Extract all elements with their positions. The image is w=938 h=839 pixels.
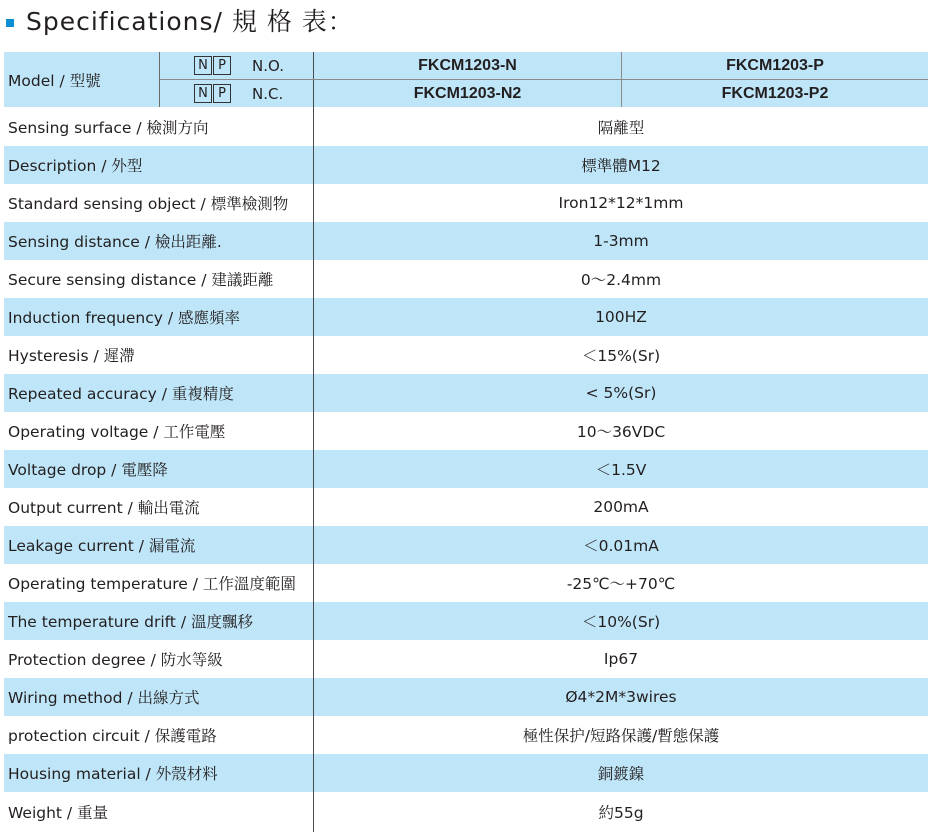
table-row bbox=[4, 107, 928, 146]
row-value: 10～36VDC bbox=[576, 423, 666, 441]
row-label: The temperature drift / 溫度飄移 bbox=[4, 602, 314, 640]
np-p-box: P bbox=[213, 84, 231, 103]
table-row bbox=[4, 336, 928, 374]
table-row bbox=[4, 716, 928, 754]
np-n-box: N bbox=[194, 84, 212, 103]
row-label: Voltage drop / 電壓降 bbox=[4, 450, 314, 488]
table-row bbox=[4, 564, 928, 602]
np-box bbox=[194, 56, 232, 75]
spec-table bbox=[4, 52, 928, 834]
model-label: Model / 型號 bbox=[4, 52, 160, 107]
table-row bbox=[4, 260, 928, 298]
table-row bbox=[4, 298, 928, 336]
row-label: protection circuit / 保護電路 bbox=[4, 716, 314, 754]
part-nc-n: FKCM1203-N2 bbox=[413, 84, 522, 102]
table-row bbox=[4, 488, 928, 526]
table-row bbox=[4, 792, 928, 832]
row-label: Leakage current / 漏電流 bbox=[4, 526, 314, 564]
row-value: ＜15%(Sr) bbox=[581, 347, 661, 365]
row-value: 0～2.4mm bbox=[580, 271, 662, 289]
part-no-p: FKCM1203-P bbox=[726, 56, 824, 74]
table-row bbox=[4, 450, 928, 488]
nc-label: N.C. bbox=[252, 84, 284, 103]
table-row bbox=[4, 602, 928, 640]
row-value: ＜0.01mA bbox=[583, 537, 659, 555]
row-label: Induction frequency / 感應頻率 bbox=[4, 298, 314, 336]
row-value: 約55g bbox=[598, 804, 644, 822]
row-label: Operating voltage / 工作電壓 bbox=[4, 412, 314, 450]
heading-title: Specifications/ 規 格 表： bbox=[26, 7, 354, 36]
row-value: 100HZ bbox=[595, 308, 647, 326]
bullet-square-icon bbox=[6, 19, 14, 27]
table-row bbox=[4, 678, 928, 716]
row-value: 極性保护/短路保護/暫態保護 bbox=[522, 727, 720, 745]
row-label: Operating temperature / 工作溫度範圍 bbox=[4, 564, 314, 602]
row-label: Sensing distance / 檢出距離. bbox=[4, 222, 314, 260]
section-heading bbox=[6, 2, 354, 38]
row-label: Output current / 輸出電流 bbox=[4, 488, 314, 526]
row-value: 200mA bbox=[593, 498, 649, 516]
row-label: Repeated accuracy / 重複精度 bbox=[4, 374, 314, 412]
row-label: Protection degree / 防水等級 bbox=[4, 640, 314, 678]
row-label: Weight / 重量 bbox=[4, 792, 314, 832]
row-label: Secure sensing distance / 建議距離 bbox=[4, 260, 314, 298]
no-label: N.O. bbox=[252, 56, 284, 75]
table-row bbox=[4, 374, 928, 412]
table-row bbox=[4, 640, 928, 678]
row-value: 標準體M12 bbox=[581, 157, 661, 175]
row-value: 1-3mm bbox=[593, 232, 649, 250]
row-value: Ø4*2M*3wires bbox=[565, 688, 677, 706]
row-value: 銅鍍鎳 bbox=[597, 765, 645, 783]
row-label: Housing material / 外殼材料 bbox=[4, 754, 314, 792]
table-row bbox=[4, 754, 928, 792]
table-row bbox=[4, 184, 928, 222]
np-row-no bbox=[160, 52, 314, 79]
row-label: Standard sensing object / 標準檢測物 bbox=[4, 184, 314, 222]
row-label: Wiring method / 出線方式 bbox=[4, 678, 314, 716]
row-value: Ip67 bbox=[603, 650, 639, 668]
np-row-nc bbox=[160, 80, 314, 107]
row-value: ＜10%(Sr) bbox=[581, 613, 661, 631]
part-nc-p: FKCM1203-P2 bbox=[721, 84, 829, 102]
table-row bbox=[4, 146, 928, 184]
np-n-box: N bbox=[194, 56, 212, 75]
part-no-n: FKCM1203-N bbox=[418, 56, 517, 74]
row-value: Iron12*12*1mm bbox=[558, 194, 684, 212]
row-label: Description / 外型 bbox=[4, 146, 314, 184]
row-value: 隔離型 bbox=[597, 118, 645, 137]
row-label: Sensing surface / 檢測方向 bbox=[4, 107, 314, 146]
row-value: ＜1.5V bbox=[595, 461, 647, 479]
table-row bbox=[4, 412, 928, 450]
row-value: < 5%(Sr) bbox=[585, 384, 657, 402]
table-row bbox=[4, 222, 928, 260]
np-p-box: P bbox=[213, 56, 231, 75]
table-header bbox=[4, 52, 928, 107]
np-box bbox=[194, 84, 232, 103]
table-row bbox=[4, 526, 928, 564]
row-value: -25℃～+70℃ bbox=[566, 575, 676, 593]
row-label: Hysteresis / 遲滯 bbox=[4, 336, 314, 374]
